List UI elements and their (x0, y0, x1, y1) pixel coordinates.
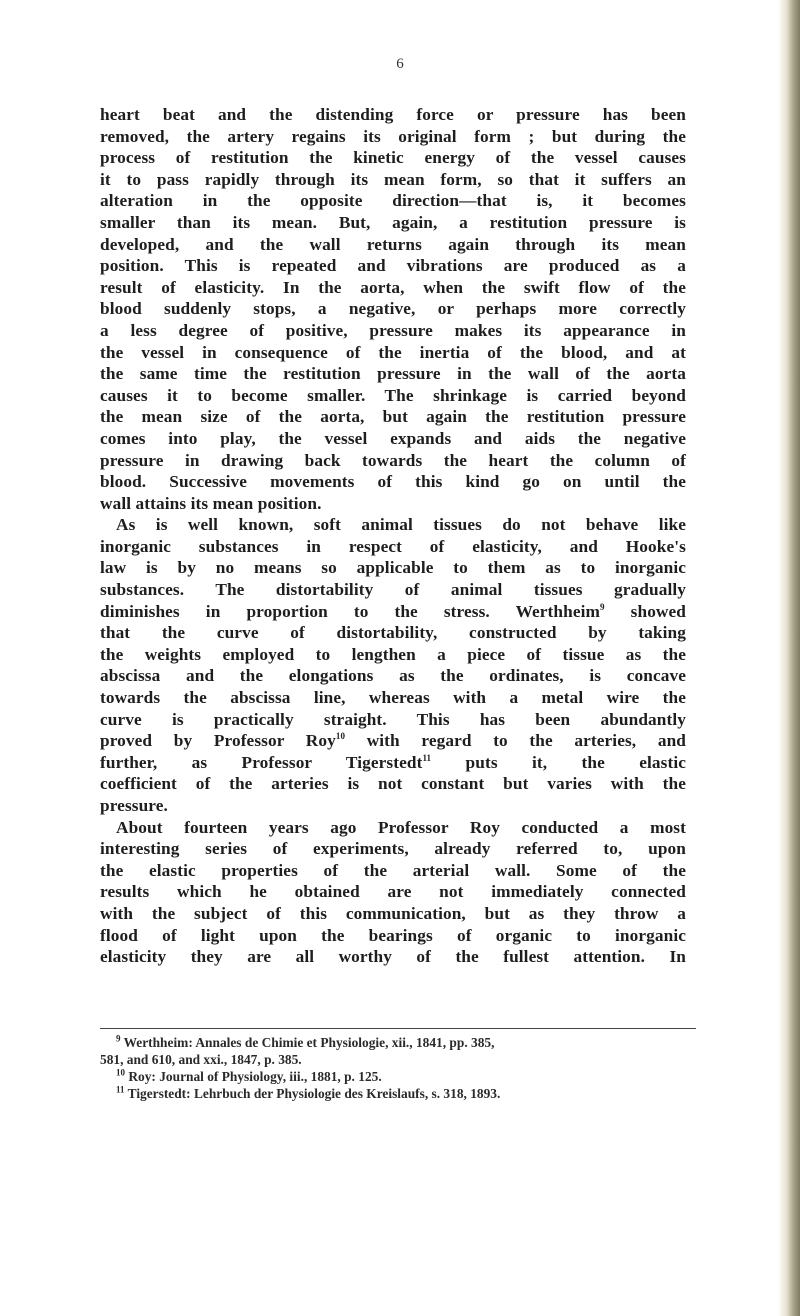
text-line: curve is practically straight. This has been abundantly (100, 709, 686, 729)
text-line: flood of light upon the bearings of organic to inorganic (100, 925, 686, 945)
text-segment: showed (630, 601, 686, 621)
text-line: the mean size of the aorta, but again the restitution pressure (100, 407, 686, 427)
text-line: it to pass rapidly through its mean form, so that it suffers an (100, 169, 686, 189)
footnote-mark: 10 (116, 1067, 125, 1078)
text-line: process of restitution the kinetic energy of the vessel causes (100, 148, 686, 168)
footnote-ref-9[interactable]: 9 (600, 601, 605, 612)
text-line: the elastic properties of the arterial wall. Some of the (100, 860, 686, 880)
footnote-mark: 9 (116, 1033, 121, 1044)
text-line: developed, and the wall returns again through its mean (100, 234, 686, 254)
text-line: the vessel in consequence of the inertia of the blood, and at (100, 342, 686, 362)
footnote-ref-11[interactable]: 11 (422, 753, 432, 764)
text-line: law is by no means so applicable to them as to inorganic (100, 558, 686, 578)
text-segment: puts it, the elastic (465, 752, 687, 772)
footnote-11 (100, 1085, 696, 1102)
scan-page-edge (778, 0, 800, 1316)
text-line: elasticity they are all worthy of the fullest attention. In (100, 947, 686, 967)
text-segment: proved by Professor Roy (100, 731, 336, 751)
text-line: result of elasticity. In the aorta, when the swift flow of the (100, 277, 686, 297)
footnote-text: Roy: Journal of Physiology, iii., 1881, p. 125. (128, 1069, 382, 1084)
text-line: interesting series of experiments, already referred to, upon (100, 839, 686, 859)
text-line: a less degree of positive, pressure makes its appearance in (100, 320, 686, 340)
text-line: wall attains its mean position. (100, 493, 322, 513)
footnote-9 (100, 1034, 696, 1051)
text-line: substances. The distortability of animal tissues gradually (100, 580, 686, 600)
page-number: 6 (396, 56, 404, 72)
footnote-mark: 11 (116, 1084, 125, 1095)
text-line: results which he obtained are not immediately connected (100, 882, 686, 902)
text-line: smaller than its mean. But, again, a restitution pressure is (100, 212, 686, 232)
text-segment: with regard to the arteries, and (366, 731, 687, 751)
footnote-ref-10[interactable]: 10 (335, 731, 346, 742)
text-segment: diminishes in proportion to the stress. Werthheim (100, 601, 600, 621)
text-line: removed, the artery regains its original form ; but during the (100, 126, 686, 146)
footnote-text: Tigerstedt: Lehrbuch der Physiologie des Kreislaufs, s. 318, 1893. (127, 1086, 501, 1101)
text-line: pressure. (100, 796, 168, 815)
text-line: pressure in drawing back towards the heart the column of (100, 450, 686, 470)
text-line: heart beat and the distending force or pressure has been (100, 105, 686, 124)
text-line: abscissa and the elongations as the ordinates, is concave (100, 666, 686, 686)
text-line: the same time the restitution pressure in the wall of the aorta (100, 364, 686, 384)
footnote-divider (100, 1028, 696, 1029)
text-line: that the curve of distortability, constructed by taking (100, 623, 686, 643)
text-line-with-reference (100, 752, 686, 774)
text-line: blood suddenly stops, a negative, or perhaps more correctly (100, 299, 686, 319)
text-line: coefficient of the arteries is not constant but varies with the (100, 774, 686, 794)
footnote-10 (100, 1068, 696, 1085)
text-line-with-reference (100, 730, 686, 752)
text-line: As is well known, soft animal tissues do not behave like (116, 515, 686, 535)
text-segment: further, as Professor Tigerstedt (100, 752, 423, 772)
body-text (100, 104, 686, 968)
text-line-with-reference (100, 601, 686, 623)
text-line: inorganic substances in respect of elasticity, and Hooke's (100, 536, 686, 556)
text-line: the weights employed to lengthen a piece of tissue as the (100, 644, 686, 664)
text-line: position. This is repeated and vibrations are produced as a (100, 256, 686, 276)
text-line: alteration in the opposite direction—that is, it becomes (100, 191, 686, 211)
text-line: towards the abscissa line, whereas with a metal wire the (100, 688, 686, 708)
footnote-text: Werthheim: Annales de Chimie et Physiologie, xii., 1841, pp. 385, (123, 1035, 495, 1050)
footnotes (100, 1034, 696, 1102)
text-line: with the subject of this communication, but as they throw a (100, 903, 686, 923)
text-line: About fourteen years ago Professor Roy conducted a most (116, 817, 686, 837)
footnote-9-continued: 581, and 610, and xxi., 1847, p. 385. (100, 1052, 302, 1067)
text-line: causes it to become smaller. The shrinkage is carried beyond (100, 385, 686, 405)
text-line: blood. Successive movements of this kind go on until the (100, 472, 686, 492)
text-line: comes into play, the vessel expands and aids the negative (100, 428, 686, 448)
